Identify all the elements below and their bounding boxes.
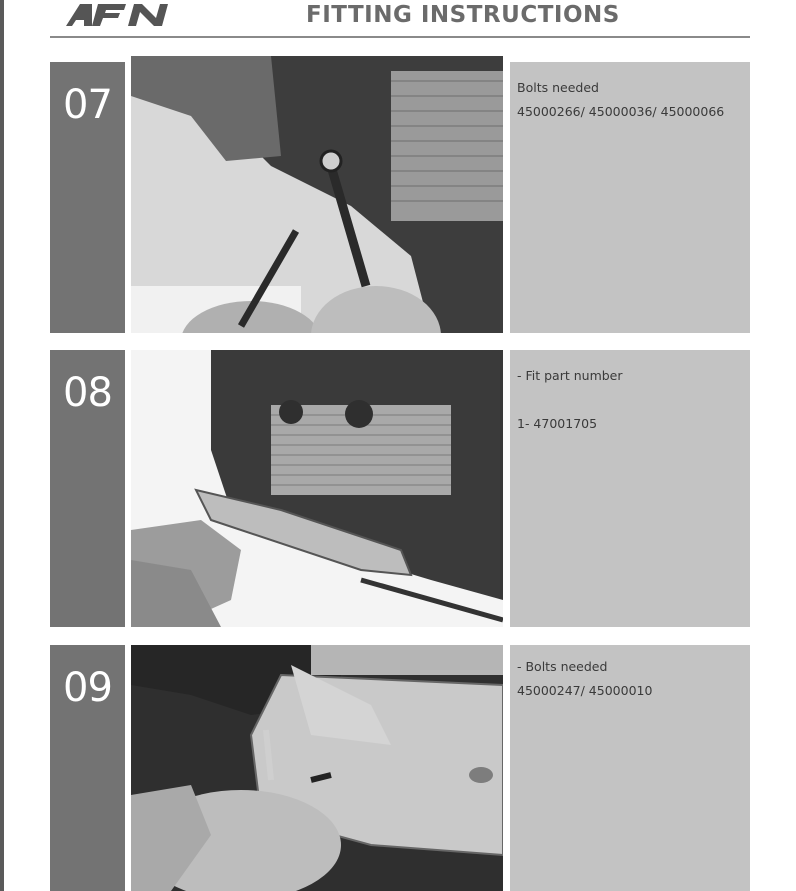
page-edge (0, 0, 4, 891)
note-line: Bolts needed (517, 80, 599, 95)
step-number-panel (50, 645, 125, 891)
step-09 (50, 645, 750, 891)
step-notes-panel (510, 645, 750, 891)
note-line: - Fit part number (517, 368, 623, 383)
step-notes-panel (510, 62, 750, 333)
note-line: 1- 47001705 (517, 416, 598, 431)
step-08 (50, 350, 750, 627)
step-number: 07 (63, 82, 112, 128)
step-number-panel (50, 62, 125, 333)
step-number: 09 (63, 665, 112, 711)
afn-logo (62, 0, 174, 30)
step-notes-panel (510, 350, 750, 627)
step-07 (50, 56, 750, 333)
note-line: 45000266/ 45000036/ 45000066 (517, 104, 725, 119)
header-divider (50, 36, 750, 38)
step-number: 08 (63, 370, 112, 416)
step-photo (131, 645, 503, 891)
step-photo (131, 56, 503, 333)
step-photo (131, 350, 503, 627)
note-line: - Bolts needed (517, 659, 608, 674)
note-line: 45000247/ 45000010 (517, 683, 653, 698)
step-number-panel (50, 350, 125, 627)
document-title: FITTING INSTRUCTIONS (306, 2, 620, 28)
